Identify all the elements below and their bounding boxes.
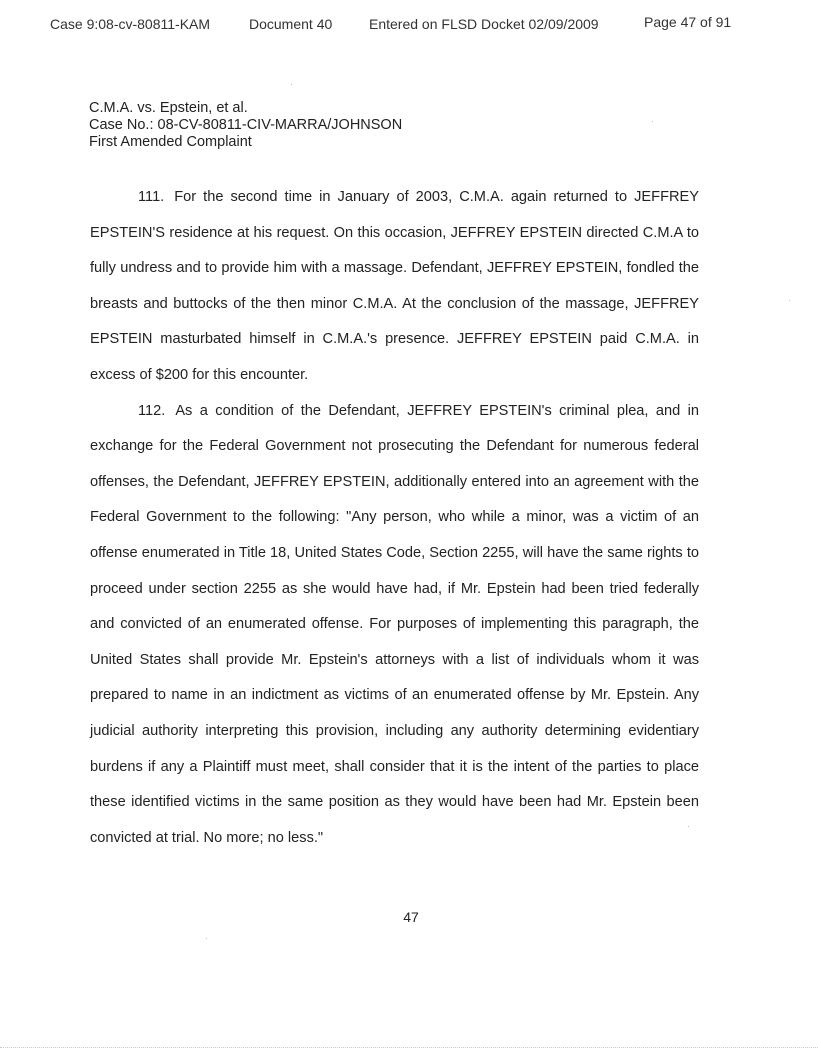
docket-document-number: Document 40	[249, 16, 333, 32]
paragraph-112	[90, 394, 699, 857]
paragraph-text: For the second time in January of 2003, C.M.A. again returned to JEFFREY EPSTEIN'S residence at his request. On this occasion, JEFFREY EPSTEIN directed C.M.A to fully undress and to provide him with a massage. Defendant, JEFFREY EPSTEIN, fondled the breasts and buttocks of the then minor C.M.A. At the conclusion of the massage, JEFFREY EPSTEIN masturbated himself in C.M.A.'s presence. JEFFREY EPSTEIN paid C.M.A. in excess of $200 for this encounter.	[90, 189, 699, 383]
paragraph-text: As a condition of the Defendant, JEFFREY EPSTEIN's criminal plea, and in exchange for the Federal Government not prosecuting the Defendant for numerous federal offenses, the Defendant, JEFFREY EPSTEIN, additionally entered into an agreement with the Federal Government to the following: "Any person, who while a minor, was a victim of an offense enumerated in Title 18, United States Code, Section 2255, will have the same rights to proceed under section 2255 as she would have had, if Mr. Epstein had been tried federally and convicted of an enumerated offense. For purposes of implementing this paragraph, the United States shall provide Mr. Epstein's attorneys with a list of individuals whom it was prepared to name in an indictment as victims of an enumerated offense by Mr. Epstein. Any judicial authority interpreting this provision, including any authority determining evidentiary burdens if any a Plaintiff must meet, shall consider that it is the intent of the parties to place these identified victims in the same position as they would have been had Mr. Epstein been convicted at trial. No more; no less."	[90, 402, 699, 846]
page-number: 47	[403, 909, 419, 925]
paragraph-111	[90, 180, 699, 394]
caption-document-title: First Amended Complaint	[89, 134, 252, 150]
caption-parties: C.M.A. vs. Epstein, et al.	[89, 100, 248, 116]
complaint-body	[90, 180, 699, 856]
case-caption	[89, 100, 402, 151]
scan-edge-line	[0, 1047, 818, 1049]
docket-case-number: Case 9:08-cv-80811-KAM	[50, 16, 211, 32]
scan-speck	[291, 84, 292, 85]
scan-speck	[206, 938, 207, 939]
scan-speck	[652, 121, 653, 122]
docket-page-count: Page 47 of 91	[644, 14, 732, 30]
paragraph-number: 112.	[138, 402, 166, 419]
scan-speck	[789, 300, 790, 301]
paragraph-number: 111.	[138, 189, 165, 205]
docket-entry-date: Entered on FLSD Docket 02/09/2009	[369, 16, 599, 32]
caption-case-number: Case No.: 08-CV-80811-CIV-MARRA/JOHNSON	[89, 117, 403, 133]
scan-speck	[688, 826, 689, 827]
